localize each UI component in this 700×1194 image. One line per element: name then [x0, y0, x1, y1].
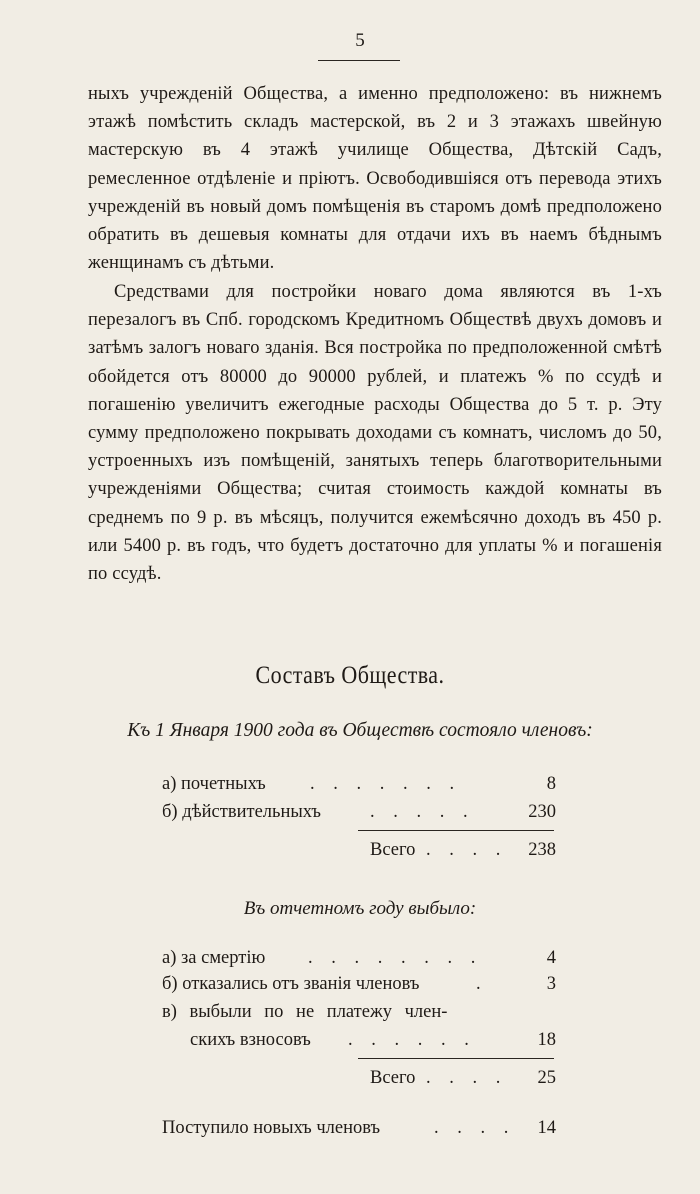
departed-row-resigned: [162, 970, 562, 998]
row-value: 8: [546, 774, 556, 794]
members-row-active: [162, 798, 562, 826]
row-label: б) дѣйствительныхъ: [162, 802, 321, 822]
departed-caption: Въ отчетномъ году выбыло:: [243, 898, 477, 919]
row-value: 230: [528, 802, 556, 822]
row-dots: . . . . .: [370, 802, 475, 822]
departed-row-nonpayment-cont: [190, 1026, 562, 1054]
members-caption: Къ 1 Января 1900 года въ Обществѣ состояло членовъ:: [127, 720, 593, 741]
departed-total-rule: [358, 1058, 554, 1059]
row-dots: . . . .: [434, 1118, 516, 1138]
row-label: а) за смертію: [162, 948, 266, 968]
row-dots: . . . . . . .: [310, 774, 462, 794]
paragraph-2: Средствами для постройки новаго дома являются въ 1-хъ перезалогъ въ Спб. городскомъ Кредитномъ Обществѣ двухъ домовъ и затѣмъ залогъ новаго зданія. Вся постройка по предположенной смѣтѣ обойдется отъ 80000 до 90000 рублей, и платежъ % по ссудѣ и погашенію увеличитъ ежегодные расходы Общества до 5 т. р. Эту сумму предположено покрывать доходами съ комнатъ, числомъ до 50, устроенныхъ изъ помѣщеній, занятыхъ теперь благотворительными учрежденіями Общества; считая стоимость каждой комнаты въ среднемъ по 9 р. въ мѣсяцъ, получится ежемѣсячно доходъ въ 450 р. или 5400 р. въ годъ, что будетъ достаточно для уплаты % и погашенія по ссудѣ.: [88, 282, 662, 585]
section-title: Составъ Общества.: [255, 662, 445, 689]
total-value: 238: [528, 840, 556, 860]
departed-row-death: [162, 944, 562, 972]
row-dots: .: [476, 974, 488, 994]
total-dots: . . . .: [426, 1068, 508, 1088]
row-dots: . . . . . . . .: [308, 948, 483, 968]
departed-row-nonpayment: [162, 998, 562, 1026]
total-dots: . . . .: [426, 840, 508, 860]
row-label: а) почетныхъ: [162, 774, 266, 794]
page-number: 5: [355, 30, 365, 51]
total-value: 25: [537, 1068, 556, 1088]
paragraph-1: ныхъ учрежденій Общества, а именно предположено: въ нижнемъ этажѣ помѣстить складъ мастерской, въ 2 и 3 этажахъ швейную мастерскую въ 4 этажѣ училище Общества, Дѣтскій Садъ, ремесленное отдѣленіе и пріютъ. Освободившіяся отъ перевода этихъ учрежденій въ новый домъ помѣщенія въ старомъ домѣ предположено обратить въ дешевыя комнаты для отдачи ихъ въ наемъ бѣднымъ женщинамъ съ дѣтьми.: [88, 84, 662, 274]
row-value: 3: [546, 974, 556, 994]
row-value: 18: [537, 1030, 556, 1050]
total-label: Всего: [370, 1068, 416, 1088]
members-row-honorary: [162, 770, 562, 798]
row-dots: . . . . . .: [348, 1030, 476, 1050]
new-members-row: [162, 1114, 562, 1142]
members-total-rule: [358, 830, 554, 831]
row-value: 14: [537, 1118, 556, 1138]
row-label: Поступило новыхъ членовъ: [162, 1118, 381, 1138]
row-label: скихъ взносовъ: [190, 1030, 311, 1050]
page-number-rule: [318, 60, 400, 61]
departed-total-row: [162, 1064, 562, 1092]
row-label: б) отказались отъ званія членовъ: [162, 974, 420, 994]
row-value: 4: [546, 948, 556, 968]
total-label: Всего: [370, 840, 416, 860]
members-total-row: [162, 836, 562, 864]
row-label: в) выбыли по не платежу член-: [162, 1002, 448, 1022]
